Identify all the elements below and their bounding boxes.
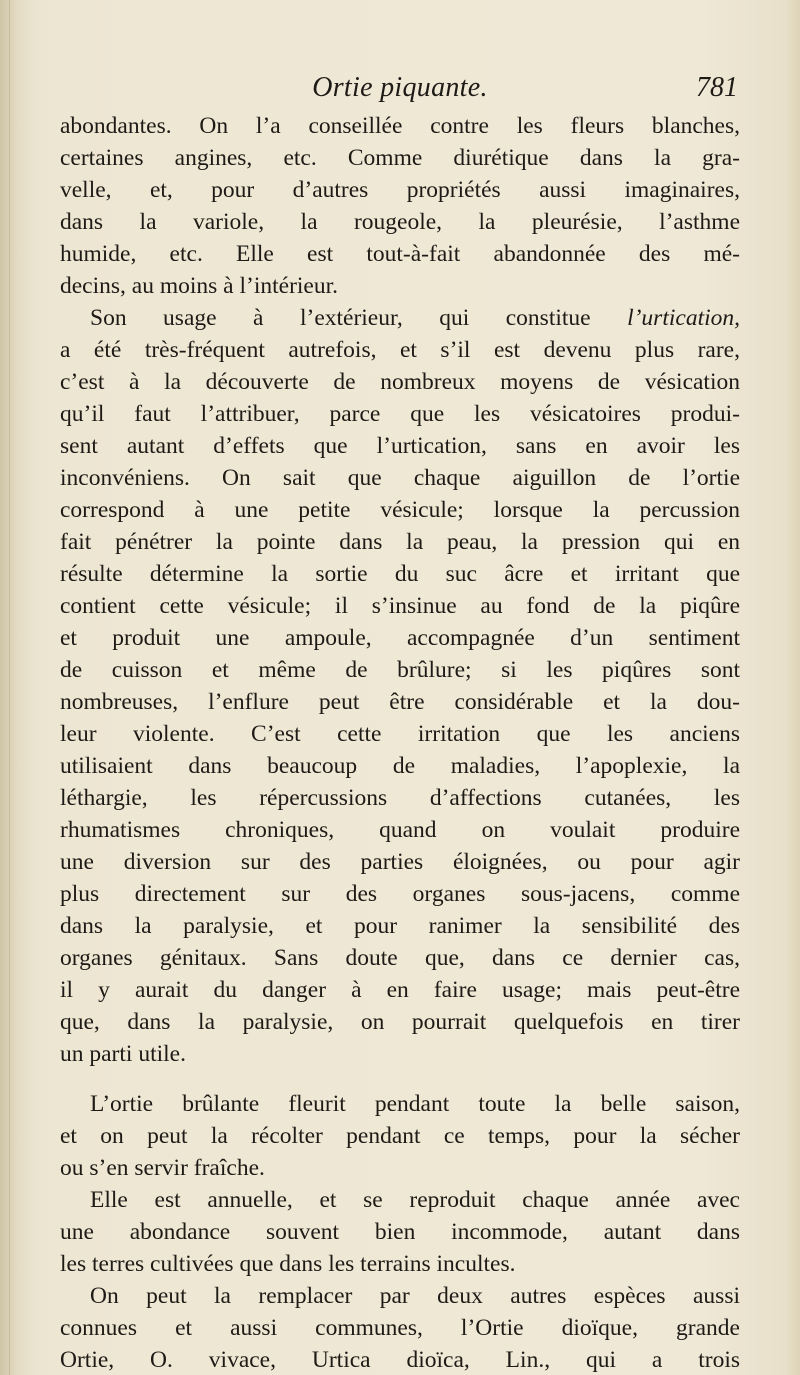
paragraph [60, 1088, 740, 1184]
text-line: connues et aussi communes, l’Ortie dioïque, grande [60, 1315, 740, 1341]
text-line: les terres cultivées que dans les terrains incultes. [60, 1251, 516, 1277]
text-line: et on peut la récolter pendant ce temps, pour la sécher [60, 1123, 740, 1149]
text-line: et produit une ampoule, accompagnée d’un sentiment [60, 625, 740, 651]
text-line: inconvéniens. On sait que chaque aiguillon de l’ortie [60, 465, 740, 491]
text-line: L’ortie brûlante fleurit pendant toute la belle saison, [90, 1091, 740, 1117]
page-number: 781 [696, 72, 738, 103]
text-line: sent autant d’effets que l’urtication, sans en avoir les [60, 433, 740, 459]
text-line: organes génitaux. Sans doute que, dans ce dernier cas, [60, 945, 740, 971]
text-line: abondantes. On l’a conseillée contre les fleurs blanches, [60, 113, 740, 139]
text-line: velle, et, pour d’autres propriétés aussi imaginaires, [60, 177, 740, 203]
page-gutter [9, 0, 10, 1375]
text-line: nombreuses, l’enflure peut être considérable et la dou- [60, 689, 740, 715]
text-line: leur violente. C’est cette irritation que les anciens [60, 721, 740, 747]
text-line: dans la variole, la rougeole, la pleurésie, l’asthme [60, 209, 740, 235]
text-line: ou s’en servir fraîche. [60, 1155, 265, 1181]
text-line: Ortie, O. vivace, Urtica dioïca, Lin., qui a trois [60, 1347, 740, 1373]
text-line: plus directement sur des organes sous-jacens, comme [60, 881, 740, 907]
body-text [60, 110, 740, 1375]
text-line: c’est à la découverte de nombreux moyens de vésication [60, 369, 740, 395]
text-line: rhumatismes chroniques, quand on voulait produire [60, 817, 740, 843]
text-line: certaines angines, etc. Comme diurétique dans la gra- [60, 145, 740, 171]
paragraph [60, 110, 740, 302]
text-line: qu’il faut l’attribuer, parce que les vésicatoires produi- [60, 401, 740, 427]
text-line: un parti utile. [60, 1041, 186, 1067]
text-line: a été très-fréquent autrefois, et s’il est devenu plus rare, [60, 337, 740, 363]
paragraph [60, 1184, 740, 1280]
text-line: une diversion sur des parties éloignées, ou pour agir [60, 849, 740, 875]
paragraph [60, 302, 740, 1070]
running-title: Ortie piquante. [312, 72, 488, 103]
text-line: fait pénétrer la pointe dans la peau, la pression qui en [60, 529, 740, 555]
text-line: contient cette vésicule; il s’insinue au fond de la piqûre [60, 593, 740, 619]
paragraph [60, 1280, 740, 1375]
text-line: léthargie, les répercussions d’affections cutanées, les [60, 785, 740, 811]
text-line: il y aurait du danger à en faire usage; mais peut-être [60, 977, 740, 1003]
text-line: correspond à une petite vésicule; lorsque la percussion [60, 497, 740, 523]
text-line: une abondance souvent bien incommode, autant dans [60, 1219, 740, 1245]
paragraph-gap [60, 1070, 740, 1088]
page-header [60, 66, 740, 116]
text-line: que, dans la paralysie, on pourrait quelquefois en tirer [60, 1009, 740, 1035]
text-line: dans la paralysie, et pour ranimer la sensibilité des [60, 913, 740, 939]
text-line: decins, au moins à l’intérieur. [60, 273, 339, 299]
italic-term: l’urtication, [627, 305, 740, 331]
text-line: de cuisson et même de brûlure; si les piqûres sont [60, 657, 740, 683]
text-line: Elle est annuelle, et se reproduit chaque année avec [90, 1187, 740, 1213]
text-line [60, 302, 740, 334]
text-line: humide, etc. Elle est tout-à-fait abandonnée des mé- [60, 241, 740, 267]
text-line: résulte détermine la sortie du suc âcre et irritant que [60, 561, 740, 587]
text-line: On peut la remplacer par deux autres espèces aussi [90, 1283, 740, 1309]
text-line: utilisaient dans beaucoup de maladies, l’apoplexie, la [60, 753, 740, 779]
text-run: Son usage à l’extérieur, qui constitue [90, 305, 628, 331]
